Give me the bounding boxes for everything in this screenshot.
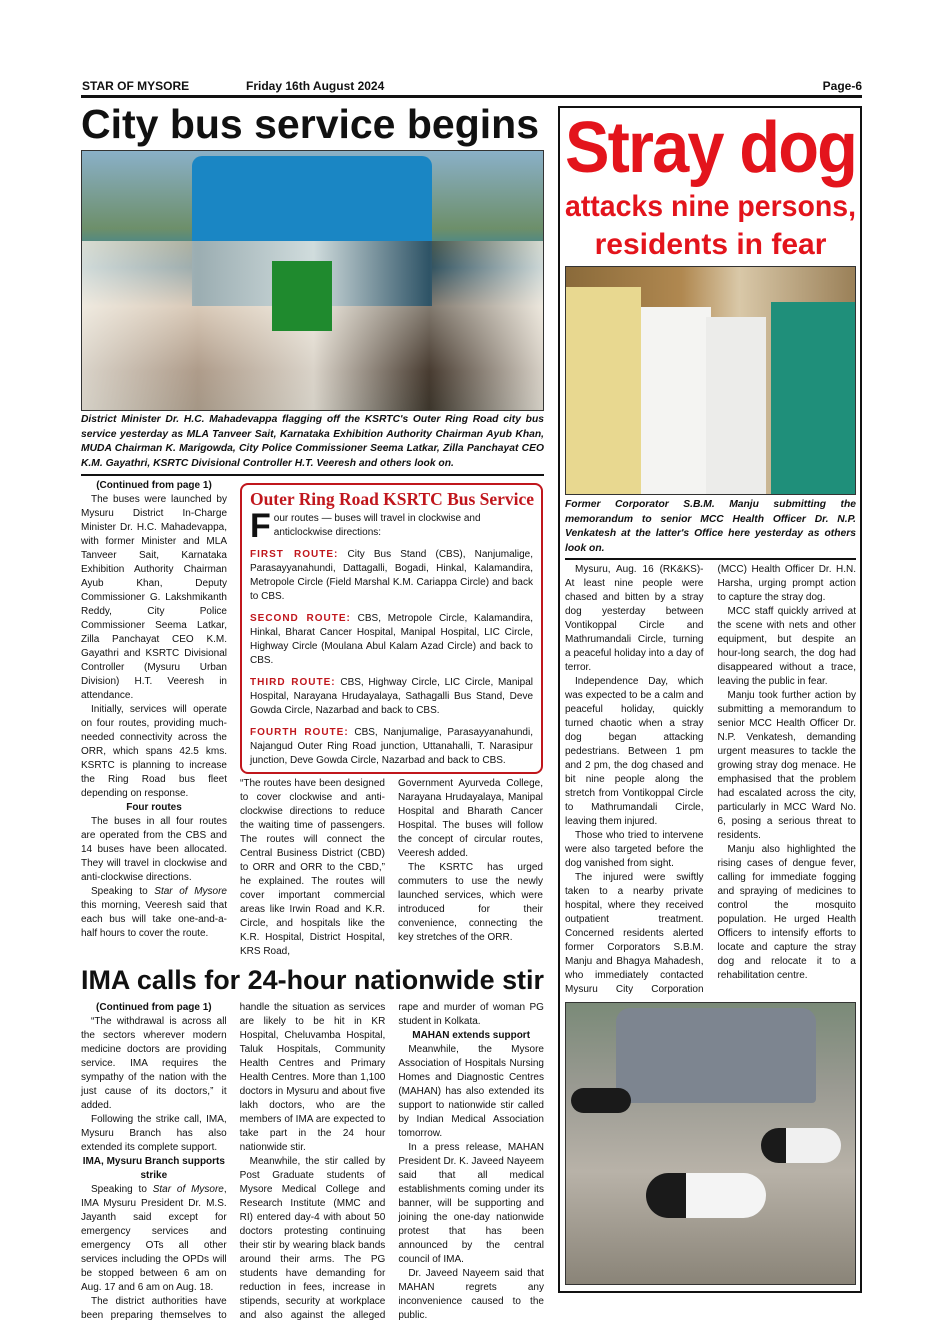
dog	[761, 1128, 841, 1163]
routes-box-title: Outer Ring Road KSRTC Bus Service	[250, 489, 534, 509]
stray-dog-subhead-1-wrap	[565, 188, 856, 226]
caption-rule	[81, 474, 544, 476]
bus-photo-caption: District Minister Dr. H.C. Mahadevappa flagging off the KSRTC's Outer Ring Road city bus service yesterday as MLA Tanveer Sait, Karnataka Exhibition Authority Chairman Ayub Khan, MUDA Chairman K. Marigowda, City Police Commissioner Seema Latkar, Zilla Panchayat CEO K.M. Gayathri, KSRTC Divisional Controller H.T. Veeresh and others look on.	[81, 414, 544, 469]
route-text: CBS, Highway Circle, LIC Circle, Manipal Hospital, Narayana Hrudayalaya, Sathagalli Bus Stand, Deve Gowda Circle, Nazarbad and back to CBS.	[250, 677, 533, 716]
bus-launch-photo	[81, 150, 544, 411]
paragraph: The buses in all four routes are operated from the CBS and 14 buses have been allocated. They will travel in clockwise and anti-clockwise directions.	[81, 816, 227, 883]
route-second	[250, 612, 533, 668]
route-third	[250, 676, 533, 718]
paragraph: Following the strike call, IMA, Mysuru Branch has also extended its complete support.	[81, 1114, 227, 1153]
stray-dog-subhead-2: residents in fear	[594, 228, 827, 261]
paragraph: The injured were swiftly taken to a nearby private hospital, where they received outpatient treatment. Concerned residents alerted former Corporators S.B.M. Manju and Bhagya Mahadesh, who immediately contacted Mysuru City Corporation (MCC) Health Officer Dr. H.N. Harsha, urging prompt action to capture the stray dog.	[565, 564, 856, 995]
continued-label: (Continued from page 1)	[96, 1002, 212, 1013]
bus-body	[81, 479, 544, 959]
route-fourth	[250, 726, 533, 768]
routes-box-title-wrap	[250, 489, 534, 510]
paragraph: Meanwhile, the Mysore Association of Hospitals Nursing Homes and Diagnostic Centres (MAHAN) has also extended its support to nationwide stir called by Indian Medical Association tomorrow.	[398, 1044, 544, 1139]
text: Speaking to	[91, 1184, 153, 1195]
dog	[646, 1173, 766, 1218]
bus-column-3	[398, 777, 543, 959]
left-column	[81, 100, 544, 1323]
text: this morning, Veeresh said that each bus will take one-and-a-half hours to cover the route.	[81, 900, 227, 939]
page-number: Page-6	[822, 79, 862, 93]
text: Speaking to	[91, 886, 155, 897]
paragraph	[81, 885, 227, 941]
text: Star of Mysore	[154, 886, 227, 897]
paragraph: Government Ayurveda College, Narayana Hrudayalaya, Manipal Hospital and Bharath Cancer Hospital. The buses will follow the concept of circular routes, Veeresh added.	[398, 778, 543, 859]
ima-headline: IMA calls for 24-hour nationwide stir	[81, 965, 544, 995]
route-text: CBS, Nanjumalige, Parasayyanahundi, Najangud Outer Ring Road junction, Uttanahalli, T. Narasipur junction, Deve Gowda Circle, Nazarbad and back to CBS.	[250, 727, 533, 766]
route-label: THIRD ROUTE:	[250, 677, 336, 688]
dog	[571, 1088, 631, 1113]
dog-photo-caption: Former Corporator S.B.M. Manju submitting the memorandum to senior MCC Health Officer Dr. N.P. Venkatesh at the latter's Office here yesterday as others look on.	[565, 499, 856, 554]
stray-dogs-photo	[565, 1002, 856, 1285]
paragraph: The district authorities have been preparing themselves to handle the situation as services are likely to be hit in KR Hospital, Cheluvamba Hospital, Taluk Hospitals, Community Health Centres and Primary Health Centres. More than 1,100 doctors in Mysuru and about five lakh doctors, who are the members of IMA are expected to take part in the 24 hour nationwide stir.	[81, 1002, 386, 1321]
van	[616, 1008, 816, 1103]
paragraph: “The withdrawal is across all the sectors wherever modern medicine doctors are providing service. IMA requires the sympathy of the nation with the just cause of its doctors,” it added.	[81, 1016, 227, 1111]
paragraph: The KSRTC has urged commuters to use the newly launched services, which were introduced for their convenience, connecting the key stretches of the ORR.	[398, 862, 543, 943]
paragraph: Manju took further action by submitting a memorandum to senior MCC Health Officer Dr. N.P. Venkatesh, demanding urgent measures to tackle the growing stray dog menace. He emphasised that the problem had escalated across the city, particularly in MCC Ward No. 6, posing a serious threat to residents.	[717, 690, 856, 841]
paragraph: Manju also highlighted the rising cases of dengue fever, calling for immediate fogging and spraying of medicines to control the mosquito population. He urged Health Officers to intensify efforts to locate and capture the stray dog and relocate it to a rehabilitation centre.	[717, 844, 856, 981]
paragraph: In a press release, MAHAN President Dr. K. Javeed Nayeem said that all medical establishments coming under its banner, will be supporting and joining the one-day nationwide protest that has been announced by the central council of IMA.	[398, 1142, 544, 1265]
stray-dog-headline-wrap	[565, 108, 856, 188]
bus-headline-wrap	[81, 100, 544, 148]
paragraph: Independence Day, which was expected to be a calm and peaceful holiday, quickly turned chaotic when a stray dog began attacking pedestrians. Between 1 pm and 2 pm, the dog chased and bit nine people along the stretch from Vontikoppal Circle to Mathrumandali Circle, leaving them injured.	[565, 676, 704, 827]
routes-intro	[250, 512, 533, 540]
person	[641, 307, 711, 495]
stray-dog-subhead-2-wrap	[565, 226, 856, 264]
dropcap: F	[250, 512, 271, 540]
dog-columns	[565, 563, 856, 997]
subheading: IMA, Mysuru Branch supports strike	[82, 1156, 225, 1181]
memorandum-photo	[565, 266, 856, 495]
stray-dog-headline: Stray dog	[565, 108, 856, 188]
bus-headline: City bus service begins	[81, 101, 540, 147]
route-label: SECOND ROUTE:	[250, 613, 351, 624]
paragraph: Meanwhile, the stir called by Post Graduate students of Mysore Medical College and Research Institute (MMC and RI) entered day-4 with about 50 doctors protesting continuing their stir by wearing black bands around their arms. The PG students have demanding for reduction in fees, increase in stipends, security at workplace and also against the alleged rape and murder of woman PG student in Kolkata.	[239, 1002, 544, 1321]
route-text: City Bus Stand (CBS), Nanjumalige, Parasayyanahundi, Dattagalli, Bogadi, Hinkal, Kalamandira, Metropole Circle (Field Marshal K.M. Cariappa Circle) and back to CBS.	[250, 549, 533, 602]
route-text: CBS, Metropole Circle, Kalamandira, Hinkal, Bharat Cancer Hospital, Manipal Hospital, LIC Circle, Highway Circle (Moulana Abul Kalam Azad Circle) and back to CBS.	[250, 613, 533, 666]
text: , IMA Mysuru President Dr. M.S. Jayanth said except for emergency services and emergency OTs all other services including the OPDs will be stopped between 6 am on Aug. 17 and 6 am on Aug. 18.	[81, 1184, 227, 1293]
bus-column-2	[240, 777, 385, 959]
paragraph: Dr. Javeed Nayeem said that MAHAN regrets any inconvenience caused to the public.	[398, 1268, 544, 1321]
paragraph: Mysuru, Aug. 16 (RK&KS)- At least nine people were chased and bitten by a stray dog yesterday between Vontikoppal Circle and Mathrumandali Circle, turning a peaceful holiday into a day of terror.	[565, 564, 704, 673]
route-label: FIRST ROUTE:	[250, 549, 339, 560]
text: our routes — buses will travel in clockwise and anticlockwise directions:	[273, 513, 481, 538]
green-flag	[272, 261, 332, 331]
stray-dog-subhead-1: attacks nine persons,	[565, 190, 856, 223]
text: Star of Mysore	[152, 1184, 224, 1195]
newspaper-name: STAR OF MYSORE	[82, 79, 190, 93]
subheading: Four routes	[126, 802, 182, 813]
issue-date: Friday 16th August 2024	[246, 79, 385, 93]
stray-dog-box	[558, 106, 862, 1293]
subheading: MAHAN extends support	[412, 1030, 531, 1041]
paragraph	[81, 1183, 227, 1295]
routes-box	[240, 483, 543, 774]
paragraph: MCC staff quickly arrived at the scene with nets and other equipment, but despite an hour-long search, the dog had disappeared without a trace, leaving the public in fear.	[717, 606, 856, 687]
header-rule	[81, 95, 862, 98]
continued-label: (Continued from page 1)	[96, 480, 212, 491]
paragraph: “The routes have been designed to cover clockwise and anti-clockwise directions to reduce the waiting time of passengers. The routes will connect the Central Business District (CBD) to ORR and ORR to the CBD,” he explained. The routes will cover important commercial areas like Irwin Road and K.R. Circle, and hospitals like the K.R. Hospital, District Hospital, KRS Road,	[240, 778, 385, 957]
ima-columns	[81, 1001, 544, 1323]
paragraph: Initially, services will operate on four routes, providing much-needed connectivity across the ORR, which spans 42.5 kms. KSRTC is planning to increase the Ring Road bus fleet depending on response.	[81, 704, 227, 799]
route-label: FOURTH ROUTE:	[250, 727, 349, 738]
person	[771, 302, 856, 495]
person	[566, 287, 641, 495]
ima-headline-wrap	[81, 963, 544, 997]
paragraph: The buses were launched by Mysuru District In-Charge Minister Dr. H.C. Mahadevappa, with former Minister and MLA Tanveer Sait, Karnataka Exhibition Authority Chairman Ayub Khan, Deputy Commissioner G. Lakshmikanth Reddy, City Police Commissioner Seema Latkar, Zilla Panchayat CEO K.M. Gayathri and KSRTC Divisional Controller (Mysuru Urban Division) H.T. Veeresh in attendance.	[81, 494, 227, 701]
bus-column-1	[81, 479, 227, 959]
paragraph: Those who tried to intervene were also targeted before the dog vanished from sight.	[565, 830, 704, 869]
caption-rule	[565, 558, 856, 560]
person	[706, 317, 766, 495]
route-first	[250, 548, 533, 604]
